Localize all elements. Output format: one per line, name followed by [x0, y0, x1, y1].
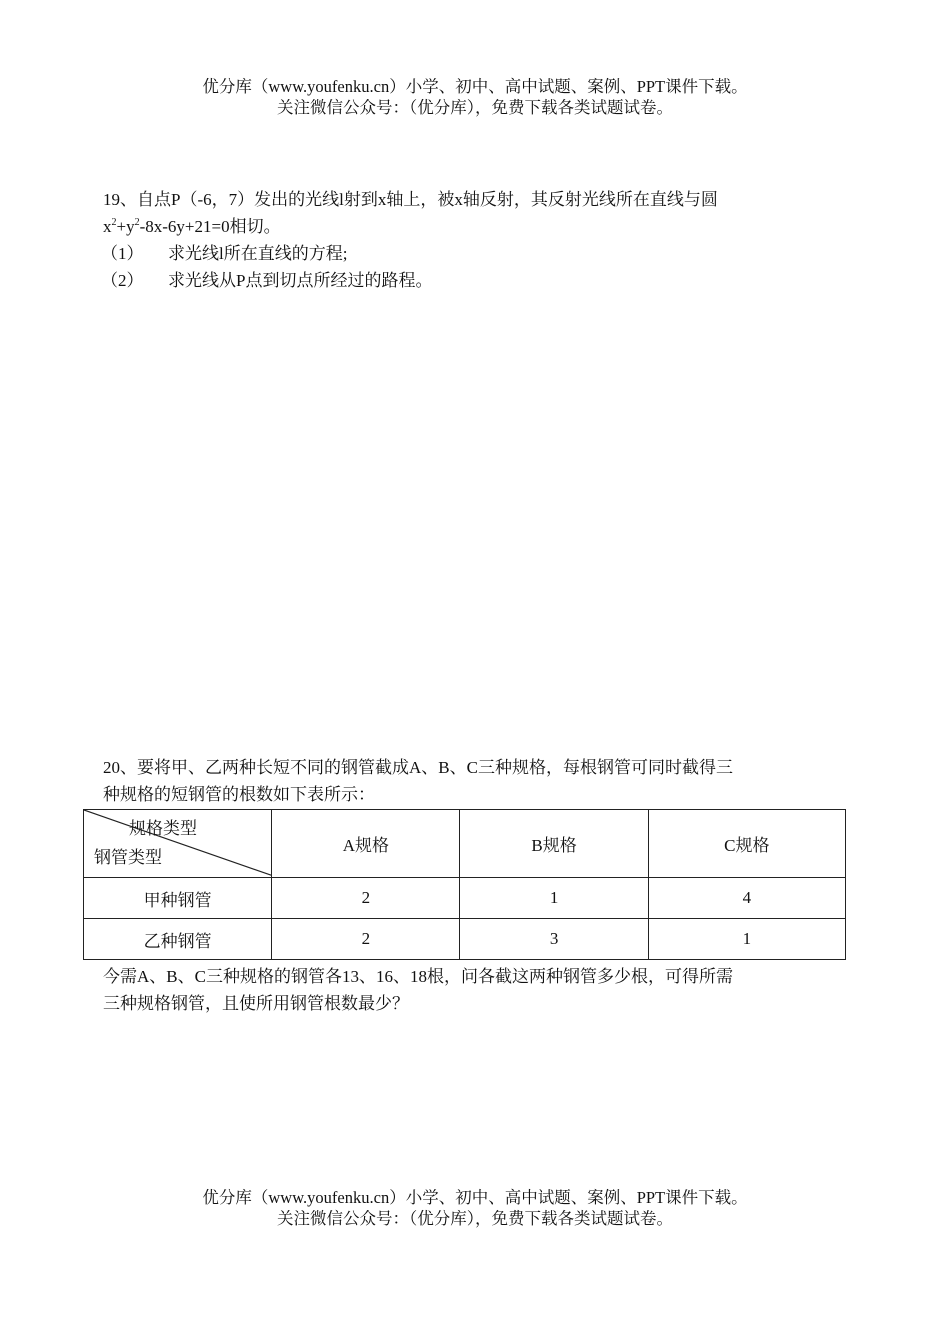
sub-item-text: 求光线从P点到切点所经过的路程。 — [168, 271, 433, 290]
table-cell: 2 — [272, 878, 460, 919]
table-corner-cell — [84, 810, 272, 878]
page-header — [0, 76, 950, 118]
eq-exponent-1: 2 — [111, 217, 117, 228]
table-cell: 2 — [272, 919, 460, 960]
table-cell: 3 — [460, 919, 648, 960]
eq-exponent-2: 2 — [134, 217, 140, 228]
footer-line-1: 优分库（www.youfenku.cn）小学、初中、高中试题、案例、PPT课件下载。 — [202, 1188, 748, 1207]
table-cell: 1 — [648, 919, 845, 960]
table-row-label: 甲种钢管 — [84, 878, 272, 919]
question-20 — [103, 754, 843, 808]
table-cell: 1 — [460, 878, 648, 919]
question-20-continuation — [103, 963, 843, 1017]
q20-line-1: 20、要将甲、乙两种长短不同的钢管截成A、B、C三种规格，每根钢管可同时截得三 — [103, 758, 733, 777]
q19-sub-item-1 — [101, 240, 843, 267]
eq-x: x — [103, 217, 112, 236]
table-header-row — [84, 810, 846, 878]
table-header-cell: C规格 — [648, 810, 845, 878]
table-row — [84, 919, 846, 960]
q19-sub-item-2 — [101, 267, 843, 294]
table-row — [84, 878, 846, 919]
q20-after-line-1: 今需A、B、C三种规格的钢管各13、16、18根，问各截这两种钢管多少根，可得所需 — [103, 967, 733, 986]
pipe-spec-table — [83, 809, 846, 960]
q20-after-line-2: 三种规格钢管，且使所用钢管根数最少？ — [103, 994, 409, 1013]
table-header-cell: B规格 — [460, 810, 648, 878]
q19-equation — [103, 213, 843, 240]
footer-line-2: 关注微信公众号：（优分库），免费下载各类试题试卷。 — [277, 1209, 673, 1228]
sub-item-number: （2） — [101, 271, 144, 290]
eq-rest: -8x-6y+21=0相切。 — [139, 217, 281, 236]
sub-item-number: （1） — [101, 244, 144, 263]
corner-top-label: 规格类型 — [129, 819, 197, 838]
sub-item-text: 求光线l所在直线的方程; — [168, 244, 348, 263]
eq-plus-y: +y — [116, 217, 135, 236]
table-header-cell: A规格 — [272, 810, 460, 878]
header-line-1: 优分库（www.youfenku.cn）小学、初中、高中试题、案例、PPT课件下载。 — [202, 77, 748, 96]
header-line-2: 关注微信公众号：（优分库），免费下载各类试题试卷。 — [277, 98, 673, 117]
q20-line-2: 种规格的短钢管的根数如下表所示： — [103, 785, 375, 804]
table-row-label: 乙种钢管 — [84, 919, 272, 960]
q19-line-1: 19、自点P（-6，7）发出的光线l射到x轴上，被x轴反射，其反射光线所在直线与圆 — [103, 190, 718, 209]
corner-bottom-label: 钢管类型 — [94, 848, 162, 867]
page-footer — [0, 1187, 950, 1229]
table-cell: 4 — [648, 878, 845, 919]
question-19 — [103, 186, 843, 294]
